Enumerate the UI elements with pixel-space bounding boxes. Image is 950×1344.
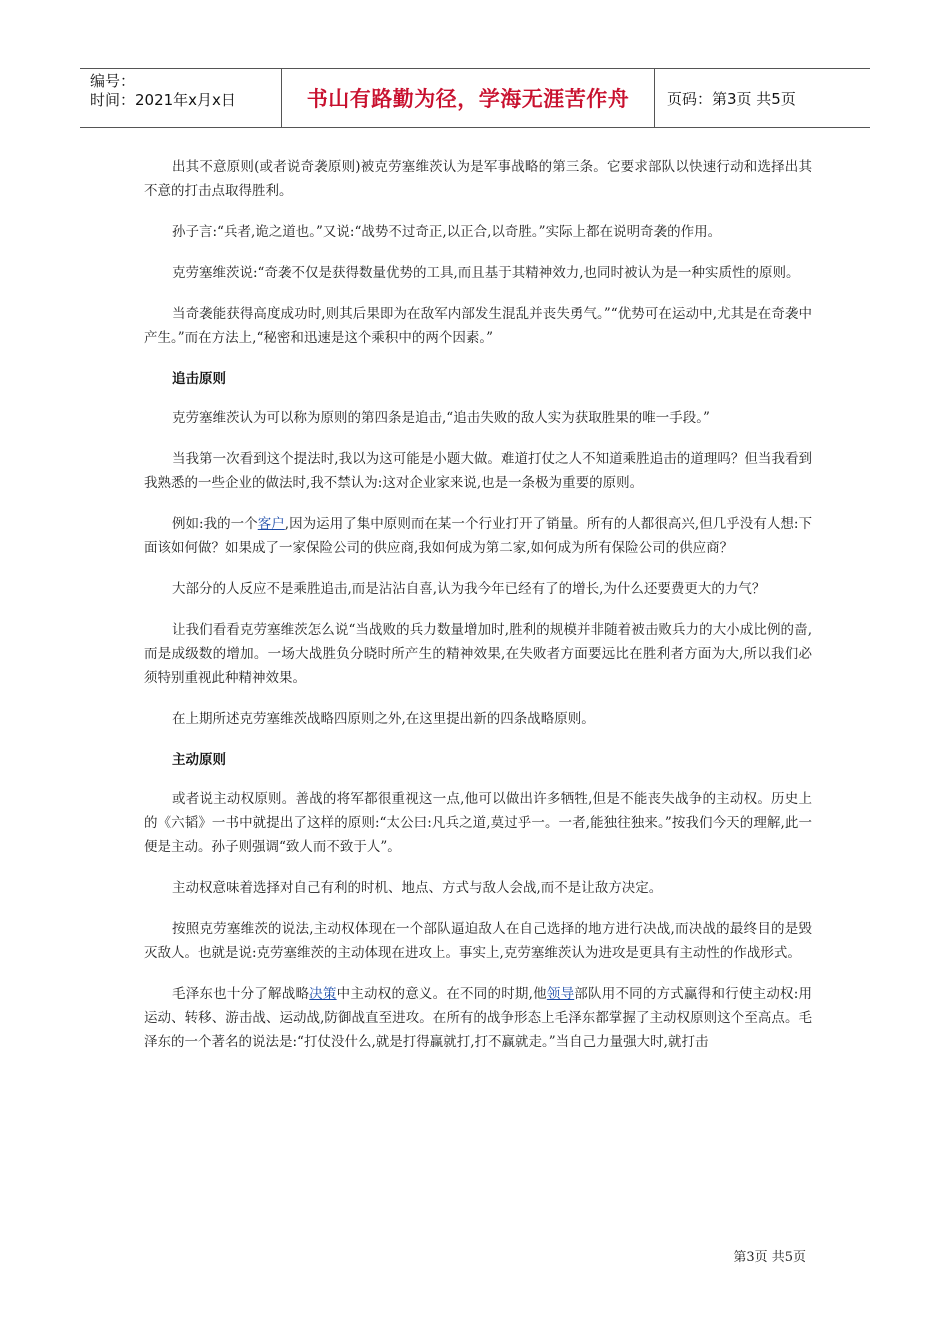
paragraph: 孙子言:“兵者,诡之道也。”又说:“战势不过奇正,以正合,以奇胜。”实际上都在说明奇袭的作用。 [172, 224, 722, 240]
text-run: 例如:我的一个 [172, 516, 258, 532]
header-motto-cell [281, 69, 655, 127]
document-body [144, 155, 812, 1071]
text-run: ,因为运用了集中原则而在某一个行业打开了销量。所有的人都很高兴,但几乎没有人想:下面该如何做？如果成了一家保险公司的供应商,我如何成为第二家,如何成为所有保险公司的供应商？ [144, 516, 812, 556]
paragraph [144, 512, 812, 560]
link-decision[interactable]: 决策 [309, 986, 337, 1002]
paragraph: 当奇袭能获得高度成功时,则其后果即为在敌军内部发生混乱并丧失勇气。”“优势可在运动中,尤其是在奇袭中产生。”而在方法上,“秘密和迅速是这个乘积中的两个因素。” [144, 306, 812, 346]
document-number-label: 编号： [90, 72, 136, 90]
text-run: 毛泽东也十分了解战略 [172, 986, 310, 1002]
header-page-number: 页码：第3页 共5页 [667, 89, 796, 108]
paragraph: 大部分的人反应不是乘胜追击,而是沾沾自喜,认为我今年已经有了的增长,为什么还要费更大的力气？ [172, 581, 766, 597]
text-run: 部队用不同的方式赢得和行使主动权:用运动、转移、游击战、运动战,防御战直至进攻。在所有的战争形态上毛泽东都掌握了主动权原则这个至高点。毛泽东的一个著名的说法是:“打仗没什么,就是打得赢就打,打不赢就走。”当自己力量强大时,就打击 [144, 986, 813, 1050]
page-header [80, 68, 870, 128]
page-footer-number: 第3页 共5页 [733, 1250, 806, 1265]
section-heading-pursuit: 追击原则 [172, 371, 226, 387]
paragraph: 克劳塞维茨认为可以称为原则的第四条是追击,“追击失败的敌人实为获取胜果的唯一手段。” [172, 410, 710, 426]
link-customer[interactable]: 客户 [257, 516, 285, 532]
text-run: 中主动权的意义。在不同的时期,他 [336, 986, 547, 1002]
paragraph [144, 982, 812, 1054]
header-motto: 书山有路勤为径，学海无涯苦作舟 [306, 87, 630, 111]
paragraph: 按照克劳塞维茨的说法,主动权体现在一个部队逼迫敌人在自己选择的地方进行决战,而决战的最终目的是毁灭敌人。也就是说:克劳塞维茨的主动体现在进攻上。事实上,克劳塞维茨认为进攻是更具有主动性的作战形式。 [144, 921, 812, 961]
paragraph: 克劳塞维茨说:“奇袭不仅是获得数量优势的工具,而且基于其精神效力,也同时被认为是一种实质性的原则。 [172, 265, 800, 281]
link-leadership[interactable]: 领导 [546, 986, 575, 1002]
header-meta [80, 69, 281, 127]
paragraph: 出其不意原则(或者说奇袭原则)被克劳塞维茨认为是军事战略的第三条。它要求部队以快速行动和选择出其不意的打击点取得胜利。 [144, 159, 812, 199]
section-heading-initiative: 主动原则 [172, 752, 226, 768]
paragraph: 在上期所述克劳塞维茨战略四原则之外,在这里提出新的四条战略原则。 [172, 711, 595, 727]
paragraph: 当我第一次看到这个提法时,我以为这可能是小题大做。难道打仗之人不知道乘胜追击的道理吗？但当我看到我熟悉的一些企业的做法时,我不禁认为:这对企业家来说,也是一条极为重要的原则。 [144, 451, 812, 491]
paragraph: 让我们看看克劳塞维茨怎么说“当战败的兵力数量增加时,胜利的规模并非随着被击败兵力的大小成比例的啬,而是成级数的增加。一场大战胜负分晓时所产生的精神效果,在失败者方面要远比在胜利者方面为大,所以我们必须特别重视此种精神效果。 [144, 622, 812, 686]
document-date-label: 时间：2021年x月x日 [90, 91, 236, 109]
paragraph: 主动权意味着选择对自己有利的时机、地点、方式与敌人会战,而不是让敌方决定。 [172, 880, 663, 896]
header-page-cell [655, 69, 870, 127]
paragraph: 或者说主动权原则。善战的将军都很重视这一点,他可以做出许多牺牲,但是不能丧失战争的主动权。历史上的《六韬》一书中就提出了这样的原则:“太公曰:凡兵之道,莫过乎一。一者,能独往独来。”按我们今天的理解,此一便是主动。孙子则强调“致人而不致于人”。 [144, 791, 812, 855]
